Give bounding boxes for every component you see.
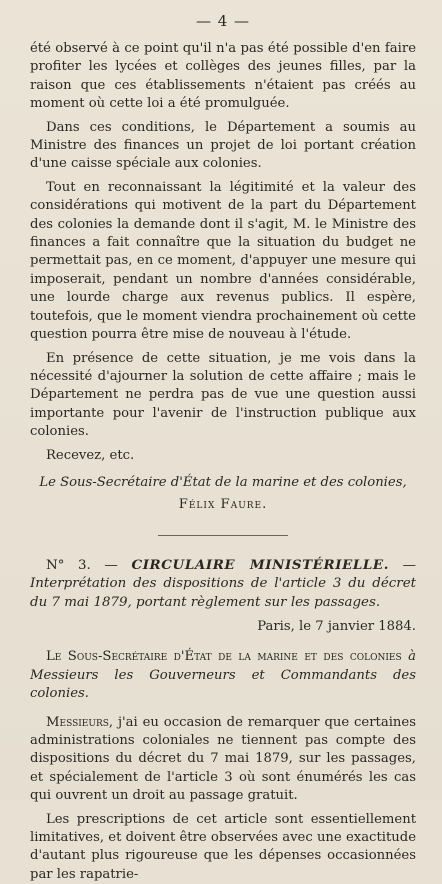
section-divider [158,535,288,536]
page-number: — 4 — [195,12,251,30]
circular-date: Paris, le 7 janvier 1884. [257,618,416,634]
circular-number: N° 3. [46,557,91,573]
closing-formula: Recevez, etc. [46,447,135,463]
circular-address [30,648,416,703]
circular-heading: N° 3. — CIRCULAIRE MINISTÉRIELLE. — Interprétation des dispositions de l'article 3 du décret du 7 mai 1879, portant règlement sur les passages. [30,556,416,610]
address-to: à Messieurs les Gouverneurs et Commandants des colonies. [30,649,417,702]
salutation: Messieurs, [46,714,114,730]
paragraph-4: En présence de cette situation, je me vois dans la nécessité d'ajourner la solution de cette affaire ; mais le Département ne perdra pas de vue une question aussi importante pour l'avenir de l'instruction publique aux colonies. [30,350,416,440]
signature-title: Le Sous-Secrétaire d'État de la marine et des colonies, [39,474,407,490]
paragraph-3: Tout en reconnaissant la légitimité et la valeur des considérations qui motivent de la part du Département des colonies la demande dont il s'agit, M. le Ministre des finances a fait connaître que la situation du budget ne permettait pas, en ce moment, d'appuyer une mesure qui imposerait, pendant un nombre d'années considérable, une lourde charge aux revenus publics. Il espère, toutefois, que le moment viendra prochainement où cette question pourra être mise de nouveau à l'étude. [30,179,416,343]
circular-body-1: Messieurs, j'ai eu occasion de remarquer que certaines administrations coloniales ne tiennent pas compte des dispositions du décret du 7 mai 1879, sur les passages, et spécialement de l'article 3 où sont énumérés les cas qui ouvrent un droit au passage gratuit. [30,714,416,804]
signature-name: Félix Faure. [178,497,268,513]
circular-type: CIRCULAIRE MINISTÉRIELLE. [131,556,389,573]
paragraph-2: Dans ces conditions, le Département a soumis au Ministre des finances un projet de loi portant création d'une caisse spéciale aux colonies. [30,119,416,172]
circular-subject: Interprétation des dispositions de l'article 3 du décret du 7 mai 1879, portant règlement sur les passages. [30,576,416,610]
circular-body-2: Les prescriptions de cet article sont essentiellement limitatives, et doivent être observées avec une exactitude d'autant plus rigoureuse que les dépenses occasionnées par les rapatrie- [30,811,416,882]
address-from: Le Sous-Secrétaire d'État de la marine et des colonies [46,649,402,665]
paragraph-continuation: été observé à ce point qu'il n'a pas été possible d'en faire profiter les lycées et collèges des jeunes filles, par la raison que ces établissements n'étaient pas créés au moment où cette loi a été promulguée. [30,41,416,112]
